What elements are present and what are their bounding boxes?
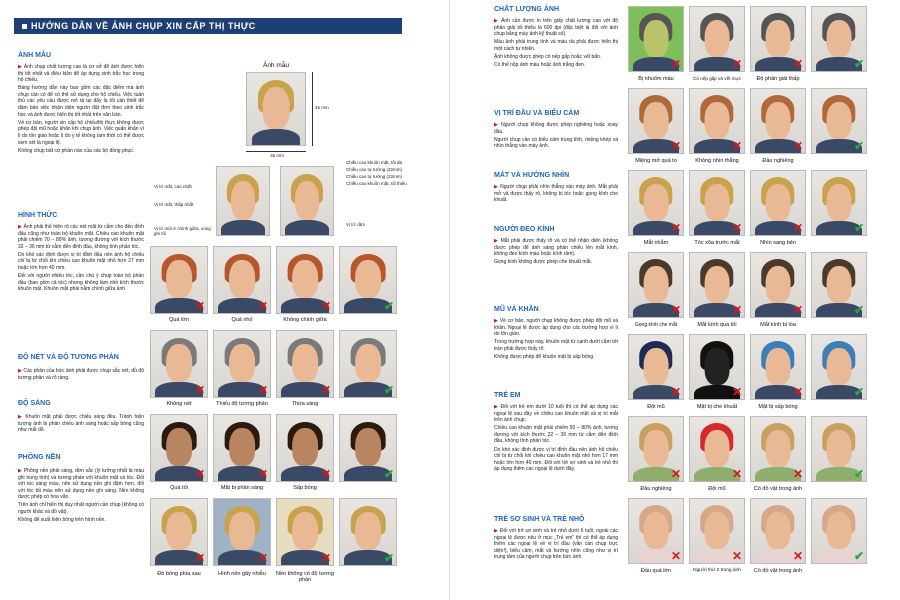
photo-l2-2: ✕ bbox=[213, 330, 271, 398]
section-title-sample: ẢNH MẪU bbox=[18, 52, 52, 59]
photo-r2-1: ✕ bbox=[628, 88, 684, 154]
caption-l4-3: Nền không có độ tương phản bbox=[275, 571, 335, 583]
section-text-infants: ▶ Đối với trẻ sơ sinh và trẻ nhỏ dưới 6 tuổi, ngoài các ngoại lệ được nêu ở mục „Trẻ em" thì có thể áp dụng thêm các ngoại lệ về vị trí đầu (vẫn cần chụp trực diện!), biểu cảm, mắt và hướng nhìn cũng như vị trí trung tâm của người chụp trên bức ảnh. bbox=[494, 528, 618, 561]
caption-r4-2: Mắt kính quá tối bbox=[697, 322, 737, 328]
page-banner: HƯỚNG DẪN VỀ ẢNH CHỤP XIN CẤP THỊ THỰC bbox=[14, 18, 402, 34]
caption-r5-2: Mặt bị che khuất bbox=[696, 404, 738, 410]
right-page bbox=[452, 0, 900, 600]
photo-l1-1: ✕ bbox=[150, 246, 208, 314]
caption-r2-2: Không nhìn thẳng bbox=[695, 158, 739, 164]
section-text-children: ▶ Đối với trẻ em dưới 10 tuổi thì có thể áp dụng các ngoại lệ sau đây về chiều cao khuôn mặt và vị trí mắt trên ảnh chụp: Chiều cao khuôn mặt phải chiếm 50 – 80% ảnh, tương đương với kích thước 22 – 36 mm từ cằm đến đỉnh đầu, không tính phần tóc. Do khó xác định được vị trí đỉnh đầu nên ảnh hộ chiếu chỉ bị từ chối khi chiều cao khuôn mặt nhỏ hơn 17 mm hoặc lớn hơn 40 mm. Đối với trẻ sơ sinh và trẻ nhỏ thì áp dụng thêm các ngoại lệ dưới đây. bbox=[494, 404, 618, 473]
photo-l2-4: ✔ bbox=[339, 330, 397, 398]
photo-l4-3: ✕ bbox=[276, 498, 334, 566]
caption-r2-1: Miệng mở quá to bbox=[635, 158, 677, 164]
caption-r6-2: Đội mũ bbox=[708, 486, 726, 492]
section-text-headwear: ▶ Về cơ bản, người chụp không được phép đội mũ và khăn. Ngoại lệ được áp dụng cho các trường hợp vì lí do tôn giáo. Trong trường hợp này, khuôn mặt từ cạnh dưới cằm tới trán phải được thấy rõ. Không được phép để khuôn mặt bị sấp bóng. bbox=[494, 318, 618, 360]
section-text-format: ▶ Ảnh phải thể hiện rõ các nét mặt từ cằm cho đến đỉnh đầu cũng như toàn bộ khuôn mặt. Chiều cao khuôn mặt phải chiếm 70 – 80% ảnh, tương đương với kích thước 32 – 36 mm từ cằm đến đỉnh đầu, không tính phần tóc. Do khó xác định được vị trí đỉnh đầu nên ảnh hộ chiếu chỉ bị từ chối khi chiều cao khuôn mặt nhỏ hơn 27 mm hoặc lớn hơn 40 mm. Đối với người nhiều tóc, cần chú ý chụp toàn bộ phần đầu (bao gồm cả tóc) nhưng không làm nhỏ kích thước khuôn mặt. Khuôn mặt phải nằm chính giữa ảnh. bbox=[18, 224, 144, 293]
caption-r7-3: Có đồ vật trong ảnh bbox=[753, 568, 803, 574]
photo-r6-2: ✕ bbox=[689, 416, 745, 482]
photo-l2-1: ✕ bbox=[150, 330, 208, 398]
photo-l2-3: ✕ bbox=[276, 330, 334, 398]
geometry-photo-1 bbox=[216, 166, 270, 236]
photo-l4-1: ✕ bbox=[150, 498, 208, 566]
photo-l4-4: ✔ bbox=[339, 498, 397, 566]
photo-l1-2: ✕ bbox=[213, 246, 271, 314]
section-title-background: PHÔNG NỀN bbox=[18, 454, 61, 461]
caption-r6-1: Đầu nghiêng bbox=[640, 486, 672, 492]
photo-r7-4: ✔ bbox=[811, 498, 867, 564]
photo-l3-4: ✔ bbox=[339, 414, 397, 482]
photo-r1-2: ✕ bbox=[689, 6, 745, 72]
section-title-infants: TRẺ SƠ SINH VÀ TRẺ NHỎ bbox=[494, 516, 585, 523]
photo-r4-3: ✕ bbox=[750, 252, 806, 318]
caption-r3-1: Mắt nhắm bbox=[643, 240, 669, 246]
section-title-glasses: NGƯỜI ĐEO KÍNH bbox=[494, 226, 555, 233]
photo-l1-4: ✔ bbox=[339, 246, 397, 314]
photo-r4-2: ✕ bbox=[689, 252, 745, 318]
photo-r3-3: ✕ bbox=[750, 170, 806, 236]
anno-r1: Chiều cao khuôn mặt, tối đa bbox=[346, 160, 403, 165]
section-text-glasses: ▶ Mắt phải được thấy rõ và có thể nhận diện (không được phép để ánh sáng phản chiếu lên mắt kính, không đeo kính màu hoặc kính râm). Gọng kính không được phép che khuất mắt. bbox=[494, 238, 618, 266]
section-text-sample: ▶ Ảnh chụp chất lượng cao là cơ sở để ảnh được hiển thị tốt nhất và điều kiện để áp dụng sinh trắc học trong hộ chiếu. Bảng hướng dẫn này bao gồm các đặc điểm mà ảnh chụp cần có để có thể sử dụng cho hộ chiếu. Việc tuân thủ các yêu cầu được mô tả tại đây là tối cần thiết để đảm bảo việc nhận diện người đặt đơn theo sinh trắc học và ảnh được hiển thị tốt nhất trên văn bản. Về cơ bản, người xin cấp hộ chiếu/thị thực không được phép đội mũ hoặc khăn khi chụp ảnh. Việc quấn khăn vì lí do tôn giáo hoặc lí do y tế không tam thời có thể được xem xét là ngoại lệ. Không chụp bất cứ phần nào của các bộ đồng phục. bbox=[18, 64, 144, 154]
section-title-children: TRẺ EM bbox=[494, 392, 521, 399]
photo-r2-3: ✕ bbox=[750, 88, 806, 154]
caption-r1-3: Độ phân giải thấp bbox=[756, 76, 800, 82]
caption-l3-2: Mặt bị phản sáng bbox=[220, 485, 264, 491]
photo-r1-3: ✕ bbox=[750, 6, 806, 72]
photo-r2-2: ✕ bbox=[689, 88, 745, 154]
photo-r3-4: ✔ bbox=[811, 170, 867, 236]
sample-photo bbox=[246, 72, 306, 146]
section-text-brightness: ▶ Khuôn mặt phải được chiếu sáng đều. Tránh hiện tượng ánh bị phản chiếu ánh sáng hoặc sấp bóng cũng như mắt đỏ. bbox=[18, 414, 144, 434]
section-title-format: HÌNH THỨC bbox=[18, 212, 58, 219]
caption-l1-3: Không chính giữa bbox=[283, 317, 327, 323]
photo-r3-1: ✕ bbox=[628, 170, 684, 236]
section-title-head: VỊ TRÍ ĐẦU VÀ BIỂU CẢM bbox=[494, 110, 580, 117]
caption-r7-2: Người thứ 2 trong ảnh bbox=[693, 568, 741, 573]
section-text-sharpness: ▶ Các phần của bức ảnh phải được chụp sắc nét, đủ độ tương phản và rõ ràng. bbox=[18, 368, 144, 381]
section-title-brightness: ĐỘ SÁNG bbox=[18, 400, 51, 407]
photo-r6-1: ✕ bbox=[628, 416, 684, 482]
anno-chin: Vị trí cằm bbox=[346, 222, 366, 227]
caption-l4-2: Hình nền gây nhiễu bbox=[218, 571, 266, 577]
anno-eye-top: Vị trí mắt, cao nhất bbox=[154, 184, 192, 189]
section-text-background: ▶ Phông nền phải sáng, đơn sắc (lý tưởng nhất là màu ghi trung tính) và tương phản với khuôn mặt và tóc. Đối với tóc sáng màu, nên sử dụng nền ghi đậm hơn, đối với tóc tối màu nên sử dụng nền ghi sáng. Nền không được phép có hoa văn. Trên ảnh chỉ hiển thị duy nhất người cần chụp (không có người khác và đồ vật). Không để xuất hiện bóng trên hình nền. bbox=[18, 468, 144, 524]
section-title-quality: CHẤT LƯỢNG ẢNH bbox=[494, 6, 560, 13]
anno-center: Vị trí mũi ở chính giữa, vùng ghi tối bbox=[154, 226, 211, 236]
caption-l2-2: Thiếu độ tương phản bbox=[216, 401, 268, 407]
photo-r2-4: ✔ bbox=[811, 88, 867, 154]
caption-r7-1: Đầu quá lớn bbox=[640, 568, 672, 574]
photo-r5-4: ✔ bbox=[811, 334, 867, 400]
photo-l1-3: ✕ bbox=[276, 246, 334, 314]
height-dimension: 45 mm bbox=[315, 105, 329, 110]
caption-r3-2: Tóc xõa trước mắt bbox=[694, 240, 740, 246]
photo-r7-2: ✕ bbox=[689, 498, 745, 564]
section-title-sharpness: ĐỘ NÉT VÀ ĐỘ TƯƠNG PHẢN bbox=[18, 354, 119, 361]
photo-r5-2: ✕ bbox=[689, 334, 745, 400]
sample-label: Ảnh mẫu bbox=[262, 62, 290, 69]
section-title-headwear: MŨ VÀ KHĂN bbox=[494, 306, 539, 313]
width-dimension: 35 mm bbox=[270, 153, 284, 158]
caption-r4-1: Gọng kính che mắt bbox=[634, 322, 678, 328]
photo-l3-3: ✕ bbox=[276, 414, 334, 482]
photo-r6-4: ✔ bbox=[811, 416, 867, 482]
caption-r6-3: Có đồ vật trong ảnh bbox=[753, 486, 803, 492]
caption-l4-1: Đồ bóng phía sau bbox=[157, 571, 201, 577]
photo-l3-1: ✕ bbox=[150, 414, 208, 482]
caption-l3-3: Sấp bóng bbox=[293, 485, 317, 491]
caption-r5-3: Mặt bị sấp bóng bbox=[758, 404, 798, 410]
caption-r1-1: Bị nhuốm màu bbox=[638, 76, 674, 82]
anno-r3: Chiều cao tự tưởng (22mm) bbox=[346, 174, 402, 179]
caption-l1-1: Quá lớn bbox=[169, 317, 189, 323]
caption-r1-2: Có nếp gấp và vết mực bbox=[693, 76, 741, 81]
photo-r7-3: ✕ bbox=[750, 498, 806, 564]
anno-eye-bottom: Vị trí mắt, thấp nhất bbox=[154, 202, 194, 207]
section-text-eyes: ▶ Người chụp phải nhìn thẳng vào máy ảnh. Mắt phải mở và được thấy rõ, không bị tóc hoặc gọng kính che khuất. bbox=[494, 184, 618, 204]
caption-r3-3: Nhìn sang bên bbox=[760, 240, 796, 246]
caption-l3-1: Quá tối bbox=[170, 485, 188, 491]
caption-r5-1: Đội mũ bbox=[647, 404, 665, 410]
caption-l1-2: Quá nhỏ bbox=[231, 317, 253, 323]
photo-r5-3: ✕ bbox=[750, 334, 806, 400]
geometry-photo-2 bbox=[280, 166, 334, 236]
section-text-quality: ▶ Ảnh cần được in trên giấy chất lượng cao với độ phân giải tối thiểu là 600 dpi (đặc biệt là đối với ảnh chụp bằng máy ảnh kỹ thuật số). Màu ảnh phải trung tính và màu da phải được hiển thị một cách tự nhiên. Ảnh không được phép có nếp gấp hoặc vết bẩn. Có thể nộp ảnh màu hoặc ảnh trắng đen. bbox=[494, 18, 618, 69]
photo-r5-1: ✕ bbox=[628, 334, 684, 400]
photo-r1-1: ✕ bbox=[628, 6, 684, 72]
photo-l4-2: ✕ bbox=[213, 498, 271, 566]
photo-r3-2: ✕ bbox=[689, 170, 745, 236]
photo-r7-1: ✕ bbox=[628, 498, 684, 564]
caption-l2-1: Không nét bbox=[166, 401, 192, 407]
photo-r6-3: ✕ bbox=[750, 416, 806, 482]
caption-r2-3: Đầu nghiêng bbox=[762, 158, 794, 164]
caption-r4-3: Mắt kính bị lóa bbox=[760, 322, 796, 328]
section-text-head: ▶ Người chụp không được phép nghiêng hoặc xoay đầu. Người chụp cần có biểu cảm trung tính, miệng khép và nhìn thẳng vào máy ảnh. bbox=[494, 122, 619, 150]
photo-r1-4: ✔ bbox=[811, 6, 867, 72]
photo-r4-4: ✔ bbox=[811, 252, 867, 318]
photo-l3-2: ✕ bbox=[213, 414, 271, 482]
caption-l2-3: Thừa sáng bbox=[291, 401, 319, 407]
section-title-eyes: MẮT VÀ HƯỚNG NHÌN bbox=[494, 172, 570, 179]
anno-r4: Chiều cao khuôn mặt, tối thiểu bbox=[346, 181, 407, 186]
anno-r2: Chiều cao tự tưởng (32mm) bbox=[346, 167, 402, 172]
photo-r4-1: ✕ bbox=[628, 252, 684, 318]
